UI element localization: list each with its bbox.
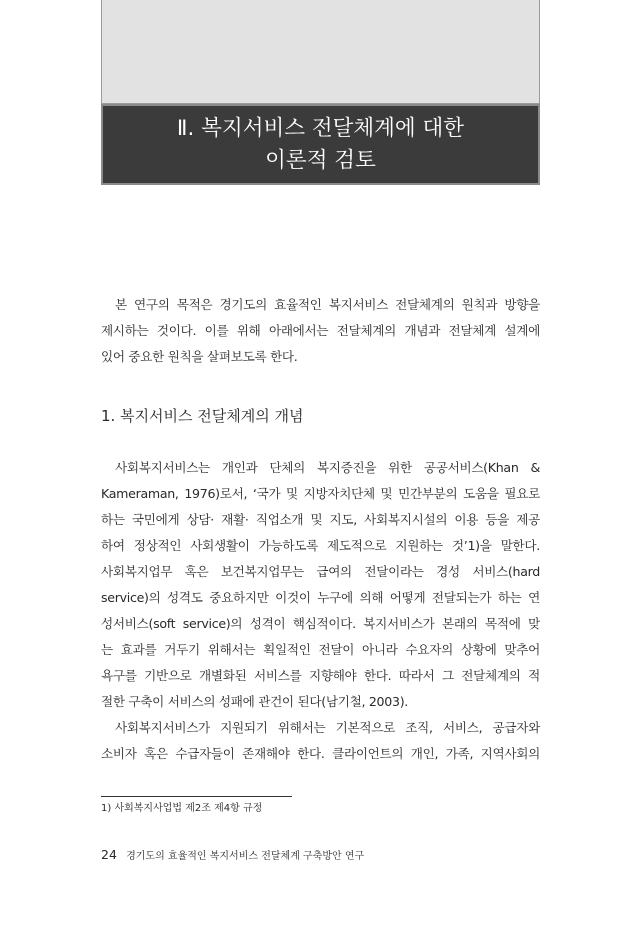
footnote-divider <box>101 796 292 797</box>
text-line: 본 연구의 목적은 경기도의 효율적인 복지서비스 전달체계의 원칙과 방향을 <box>115 297 540 312</box>
text-line: 사회복지서비스가 지원되기 위해서는 기본적으로 조직, 서비스, 공급자와 <box>115 720 540 735</box>
text-line: service)의 성격도 중요하지만 이것이 누구에 의해 어떻게 전달되는가 하는 연 <box>101 590 540 605</box>
text-line: 소비자 혹은 수급자들이 존재해야 한다. 클라이언트의 개인, 가족, 지역사회의 <box>101 746 540 761</box>
chapter-title-line-1: Ⅱ. 복지서비스 전달체계에 대한 <box>176 116 465 141</box>
text-line: 사회복지서비스는 개인과 단체의 복지증진을 위한 공공서비스(Khan & <box>115 460 540 475</box>
chapter-title-box <box>101 104 540 185</box>
text-line: 하는 국민에게 상담· 재활· 직업소개 및 지도, 사회복지시설의 이용 등을 제공 <box>101 512 540 527</box>
chapter-title-line-2: 이론적 검토 <box>265 148 376 173</box>
chapter-header-panel <box>101 0 540 104</box>
text-line: 있어 중요한 원칙을 살펴보도록 한다. <box>101 349 298 364</box>
text-line: 절한 구축이 서비스의 성패에 관건이 된다(남기철, 2003). <box>101 694 409 709</box>
running-title: 경기도의 효율적인 복지서비스 전달체계 구축방안 연구 <box>126 851 365 862</box>
body-paragraph <box>101 455 540 767</box>
text-line: 성서비스(soft service)의 성격이 핵심적이다. 복지서비스가 본래의 목적에 맞 <box>101 616 540 631</box>
text-line: 사회복지업무 혹은 보건복지업무는 급여의 전달이라는 경성 서비스(hard <box>101 564 540 579</box>
text-line: 욕구를 기반으로 개별화된 서비스를 지향해야 한다. 따라서 그 전달체계의 적 <box>101 668 540 683</box>
intro-paragraph <box>101 292 540 370</box>
text-line: 는 효과를 거두기 위해서는 획일적인 전달이 아니라 수요자의 상황에 맞추어 <box>101 642 540 657</box>
text-line: Kameraman, 1976)로서, ‘국가 및 지방자치단체 및 민간부분의 도움을 필요로 <box>101 486 540 501</box>
text-line: 제시하는 것이다. 이를 위해 아래에서는 전달체계의 개념과 전달체계 설계에 <box>101 323 540 338</box>
page-footer <box>101 847 540 865</box>
text-line: 하여 정상적인 사회생활이 가능하도록 제도적으로 지원하는 것’1)을 말한다. <box>101 538 540 553</box>
footnote: 1) 사회복지사업법 제2조 제4항 규정 <box>101 803 263 814</box>
section-heading: 1. 복지서비스 전달체계의 개념 <box>101 407 304 425</box>
page-number: 24 <box>101 847 117 862</box>
